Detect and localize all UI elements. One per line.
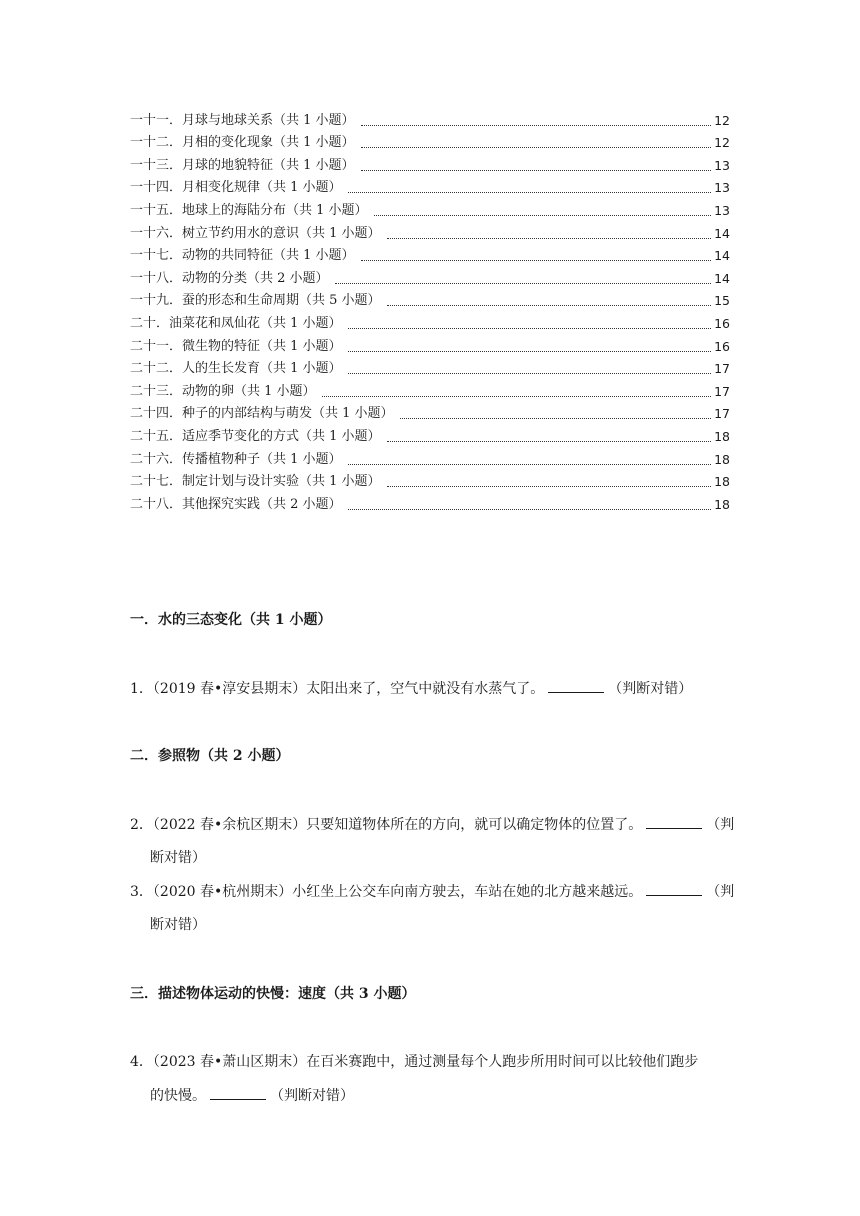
toc-entry-page: 12 bbox=[714, 135, 730, 151]
toc-entry[interactable] bbox=[130, 355, 730, 378]
toc-entry-page: 16 bbox=[714, 315, 730, 331]
question-1-suffix: （判断对错） bbox=[608, 681, 693, 697]
toc-entry-title: 二十二．人的生长发育（共 1 小题） bbox=[130, 361, 342, 377]
toc-entry-title: 一十六．树立节约用水的意识（共 1 小题） bbox=[130, 225, 381, 241]
toc-dot-leader bbox=[387, 304, 712, 306]
toc-entry-page: 15 bbox=[714, 293, 730, 309]
toc-entry-title: 一十二．月相的变化现象（共 1 小题） bbox=[130, 135, 355, 151]
toc-entry-title: 一十九．蚕的形态和生命周期（共 5 小题） bbox=[130, 293, 381, 309]
answer-blank[interactable] bbox=[646, 814, 702, 829]
toc-entry-title: 二十七．制定计划与设计实验（共 1 小题） bbox=[130, 474, 381, 490]
toc-entry-page: 13 bbox=[714, 157, 730, 173]
toc-entry-page: 18 bbox=[714, 496, 730, 512]
toc-entry[interactable] bbox=[130, 129, 730, 152]
toc-dot-leader bbox=[348, 327, 712, 329]
toc-entry-page: 16 bbox=[714, 338, 730, 354]
toc-entry-page: 14 bbox=[714, 225, 730, 241]
toc-entry[interactable] bbox=[130, 332, 730, 355]
toc-dot-leader bbox=[335, 282, 712, 284]
toc-entry-page: 18 bbox=[714, 451, 730, 467]
toc-dot-leader bbox=[361, 169, 712, 171]
toc-dot-leader bbox=[387, 485, 712, 487]
section-heading-2: 二．参照物（共 2 小题） bbox=[130, 748, 290, 764]
toc-entry-title: 二十八．其他探究实践（共 2 小题） bbox=[130, 496, 342, 512]
toc-entry-page: 17 bbox=[714, 406, 730, 422]
toc-entry[interactable] bbox=[130, 219, 730, 242]
toc-entry[interactable] bbox=[130, 490, 730, 513]
toc-dot-leader bbox=[348, 463, 712, 465]
toc-entry[interactable] bbox=[130, 196, 730, 219]
toc-dot-leader bbox=[387, 237, 712, 239]
question-4-continuation bbox=[150, 1085, 750, 1105]
toc-entry-page: 12 bbox=[714, 112, 730, 128]
question-2-continuation: 断对错） bbox=[150, 850, 206, 866]
toc-entry-page: 13 bbox=[714, 202, 730, 218]
toc-entry-title: 一十一．月球与地球关系（共 1 小题） bbox=[130, 112, 355, 128]
toc-entry-title: 二十三．动物的卵（共 1 小题） bbox=[130, 383, 316, 399]
section-heading-3: 三．描述物体运动的快慢：速度（共 3 小题） bbox=[130, 986, 416, 1002]
toc-entry[interactable] bbox=[130, 468, 730, 491]
toc-dot-leader bbox=[348, 191, 712, 193]
answer-blank[interactable] bbox=[210, 1085, 266, 1100]
toc-dot-leader bbox=[374, 214, 712, 216]
question-4: 4．（2023 春•萧山区期末）在百米赛跑中，通过测量每个人跑步所用时间可以比较他们跑步 bbox=[130, 1054, 699, 1070]
toc-entry-page: 13 bbox=[714, 180, 730, 196]
toc-dot-leader bbox=[348, 508, 712, 510]
toc-dot-leader bbox=[348, 350, 712, 352]
toc-dot-leader bbox=[361, 146, 712, 148]
toc-entry-title: 二十．油菜花和凤仙花（共 1 小题） bbox=[130, 315, 342, 331]
toc-dot-leader bbox=[400, 417, 712, 419]
toc-entry[interactable] bbox=[130, 151, 730, 174]
toc-dot-leader bbox=[322, 395, 712, 397]
toc-entry-title: 一十七．动物的共同特征（共 1 小题） bbox=[130, 248, 355, 264]
toc-entry[interactable] bbox=[130, 400, 730, 423]
question-2-suffix: （判 bbox=[706, 817, 735, 833]
question-3 bbox=[130, 881, 735, 901]
toc-entry-title: 一十四．月相变化规律（共 1 小题） bbox=[130, 180, 342, 196]
toc-entry[interactable] bbox=[130, 377, 730, 400]
toc-entry[interactable] bbox=[130, 445, 730, 468]
question-2-text: 2．（2022 春•余杭区期末）只要知道物体所在的方向，就可以确定物体的位置了。 bbox=[130, 817, 643, 833]
question-4-cont-prefix: 的快慢。 bbox=[150, 1088, 206, 1104]
toc-dot-leader bbox=[348, 372, 712, 374]
section-heading-1: 一．水的三态变化（共 1 小题） bbox=[130, 612, 332, 628]
toc-dot-leader bbox=[361, 259, 712, 261]
toc-entry[interactable] bbox=[130, 309, 730, 332]
toc-dot-leader bbox=[387, 440, 712, 442]
question-2 bbox=[130, 814, 735, 834]
toc-entry-page: 18 bbox=[714, 428, 730, 444]
toc-entry-title: 二十一．微生物的特征（共 1 小题） bbox=[130, 338, 342, 354]
toc-entry[interactable] bbox=[130, 106, 730, 129]
toc-entry-title: 一十三．月球的地貌特征（共 1 小题） bbox=[130, 157, 355, 173]
toc-entry[interactable] bbox=[130, 242, 730, 265]
question-1-text: 1．（2019 春•淳安县期末）太阳出来了，空气中就没有水蒸气了。 bbox=[130, 681, 545, 697]
toc-entry[interactable] bbox=[130, 264, 730, 287]
toc-entry[interactable] bbox=[130, 287, 730, 310]
toc-entry[interactable] bbox=[130, 422, 730, 445]
toc-entry[interactable] bbox=[130, 174, 730, 197]
toc-entry-title: 二十六．传播植物种子（共 1 小题） bbox=[130, 451, 342, 467]
toc-dot-leader bbox=[361, 124, 712, 126]
question-3-suffix: （判 bbox=[706, 884, 735, 900]
question-1 bbox=[130, 678, 730, 698]
answer-blank[interactable] bbox=[548, 678, 604, 693]
toc-entry-title: 一十五．地球上的海陆分布（共 1 小题） bbox=[130, 202, 368, 218]
toc-entry-title: 二十五．适应季节变化的方式（共 1 小题） bbox=[130, 428, 381, 444]
table-of-contents bbox=[130, 106, 730, 513]
question-3-continuation: 断对错） bbox=[150, 917, 206, 933]
toc-entry-page: 14 bbox=[714, 270, 730, 286]
answer-blank[interactable] bbox=[646, 881, 702, 896]
toc-entry-page: 14 bbox=[714, 248, 730, 264]
toc-entry-title: 一十八．动物的分类（共 2 小题） bbox=[130, 270, 329, 286]
toc-entry-page: 17 bbox=[714, 361, 730, 377]
toc-entry-title: 二十四．种子的内部结构与萌发（共 1 小题） bbox=[130, 406, 394, 422]
question-4-suffix: （判断对错） bbox=[270, 1088, 354, 1104]
toc-entry-page: 17 bbox=[714, 383, 730, 399]
question-3-text: 3．（2020 春•杭州期末）小红坐上公交车向南方驶去，车站在她的北方越来越远。 bbox=[130, 884, 643, 900]
toc-entry-page: 18 bbox=[714, 474, 730, 490]
